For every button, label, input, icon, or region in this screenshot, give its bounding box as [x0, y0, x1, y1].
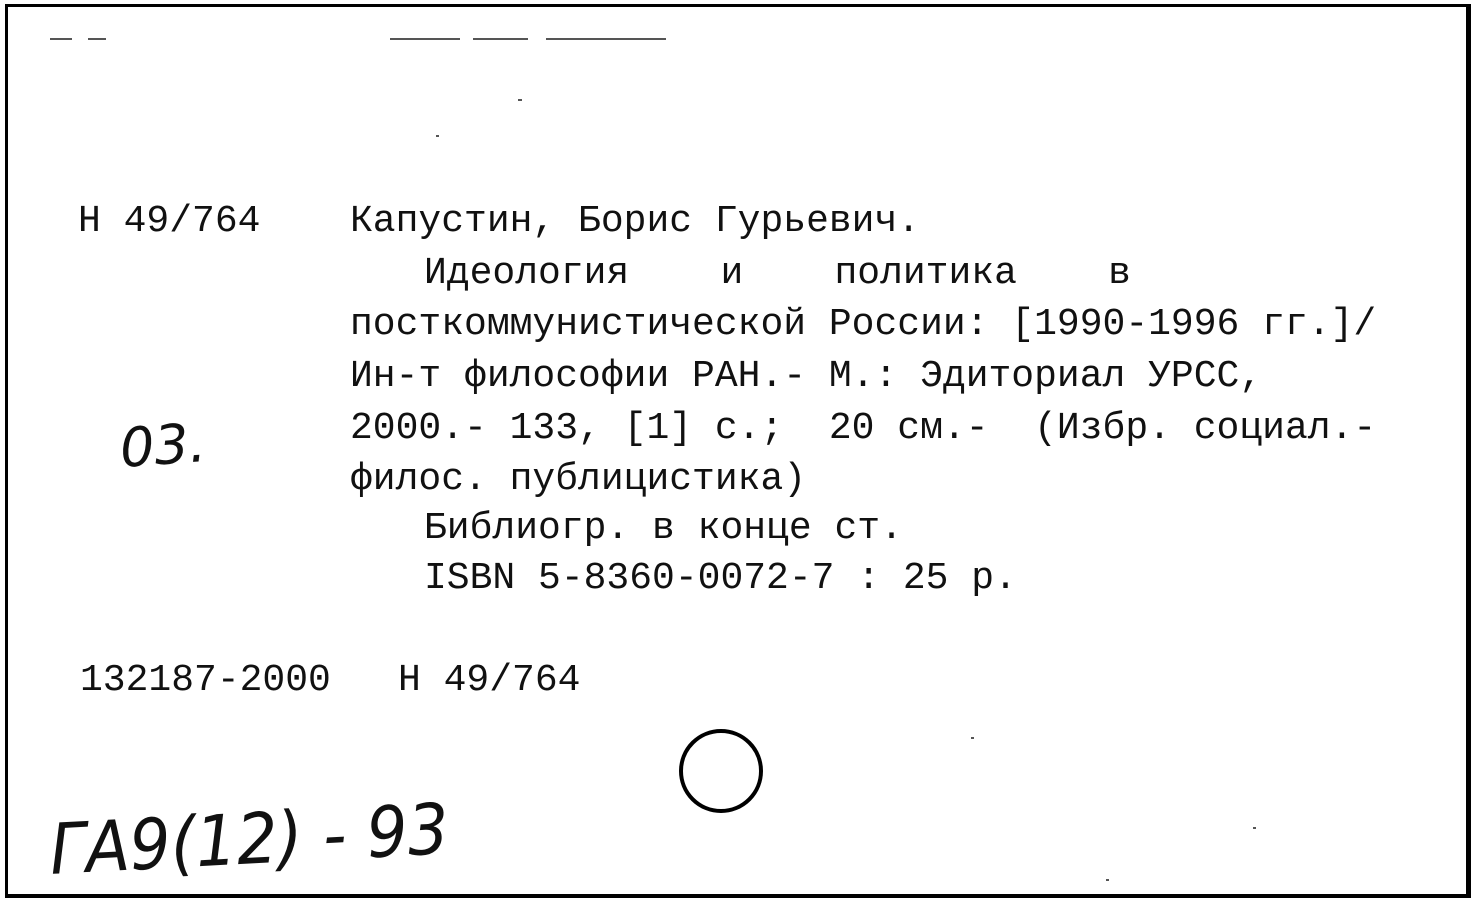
dust-speck	[518, 99, 522, 101]
accession-number: 132187-2000	[80, 659, 331, 702]
top-scan-marks	[546, 38, 666, 40]
punch-hole-circle	[679, 729, 763, 813]
dust-speck	[1253, 827, 1256, 829]
dust-speck	[436, 135, 439, 137]
author-heading: Капустин, Борис Гурьевич.	[350, 200, 921, 243]
title-line-2: посткоммунистической России: [1990-1996 гг.]/	[350, 303, 1377, 346]
top-scan-marks	[473, 38, 528, 40]
title-line-5: филос. публицистика)	[350, 458, 807, 501]
dust-speck	[1106, 879, 1109, 881]
handwritten-mark: 03.	[117, 411, 208, 480]
dust-speck	[971, 737, 974, 739]
top-scan-marks	[390, 38, 460, 40]
top-scan-marks	[50, 38, 72, 40]
handwritten-shelf-code: ГА9(12) - 93	[47, 788, 451, 891]
isbn-price: ISBN 5-8360-0072-7 : 25 р.	[424, 557, 1017, 600]
title-line-4: 2000.- 133, [1] с.; 20 см.- (Избр. социал.-	[350, 407, 1377, 450]
call-number-bottom: Н 49/764	[398, 659, 581, 702]
top-scan-marks	[88, 38, 106, 40]
title-line-1: Идеология и политика в	[424, 252, 1131, 295]
call-number-top: Н 49/764	[78, 200, 261, 243]
bibliography-note: Библиогр. в конце ст.	[424, 507, 903, 550]
title-line-3: Ин-т философии РАН.- М.: Эдиториал УРСС,	[350, 355, 1263, 398]
catalog-card	[5, 4, 1471, 898]
